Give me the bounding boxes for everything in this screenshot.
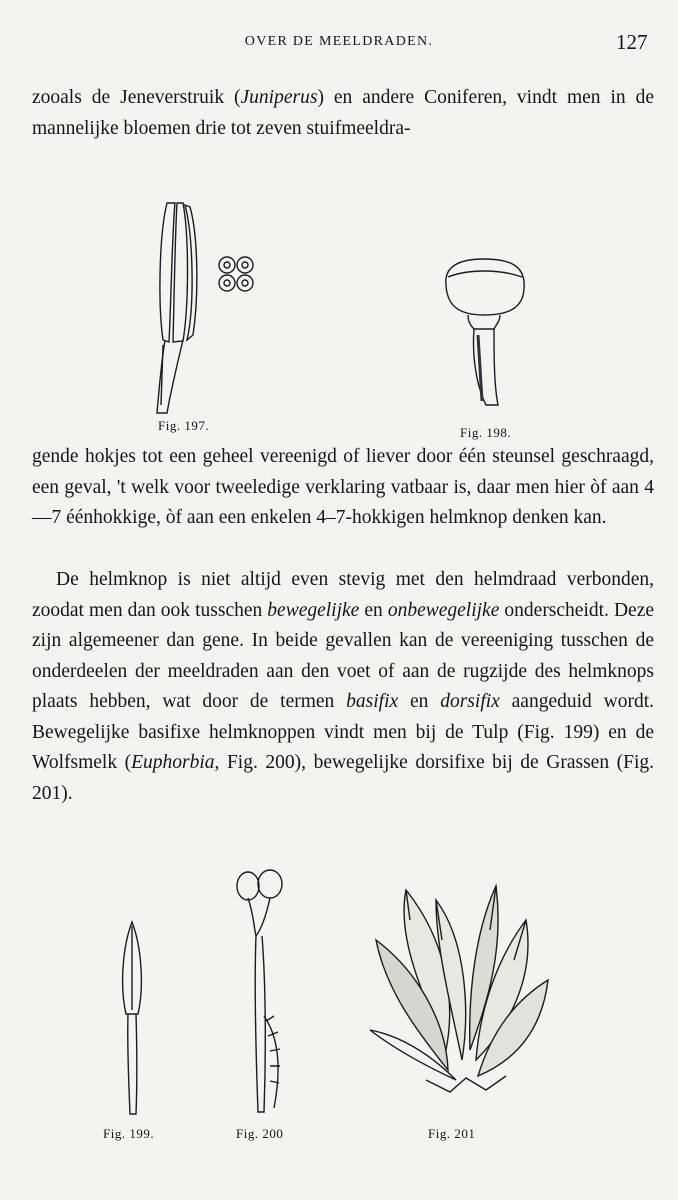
- paragraph-3-segment: dorsifix: [440, 691, 500, 712]
- paragraph-2: [32, 442, 654, 534]
- figure-200-illustration: [226, 866, 296, 1118]
- figure-199-caption: Fig. 199.: [103, 1126, 155, 1141]
- figure-199-illustration: [112, 918, 156, 1118]
- paragraph-3-segment: Euphorbia: [131, 752, 215, 773]
- paragraph-1: [32, 83, 654, 144]
- paragraph-3: [32, 565, 654, 809]
- figure-197-illustration: [145, 195, 275, 417]
- paragraph-3-segment: en: [359, 599, 388, 621]
- paragraph-3-segment: en: [398, 691, 441, 712]
- figure-198-caption: Fig. 198.: [460, 425, 512, 440]
- running-title: OVER DE MEELDRADEN.: [244, 34, 434, 49]
- figure-201-illustration: [366, 880, 556, 1100]
- paragraph-3-segment: onderscheidt. Deze zijn algemeener dan gene. In beide gevallen kan de vereeniging tusschen de onderdeelen der meeldraden aan den voet of aan de rugzijde des helmknops plaats hebben, wat door de termen: [32, 599, 654, 712]
- paragraph-1-segment: ) en andere Coniferen, vindt men in de mannelijke bloemen drie tot zeven stuifmeeldra-: [32, 87, 655, 139]
- paragraph-3-segment: basifix: [346, 691, 399, 712]
- paragraph-2-text: [32, 442, 654, 534]
- paragraph-3-text: [32, 565, 654, 809]
- page-number: 127: [616, 30, 648, 54]
- paragraph-1-text: [32, 83, 654, 144]
- paragraph-3-segment: De helmknop is niet altijd even stevig met den helmdraad verbonden, zoodat men dan ook tusschen: [32, 569, 654, 621]
- figure-197-caption: Fig. 197.: [158, 418, 210, 433]
- paragraph-1-segment: Juniperus: [240, 87, 318, 108]
- figure-200-caption: Fig. 200: [236, 1126, 284, 1141]
- paragraph-3-segment: , Fig. 200), bewegelijke dorsifixe bij de Grassen (Fig. 201).: [32, 752, 654, 804]
- figure-198-illustration: [438, 255, 534, 413]
- paragraph-1-segment: zooals de Jeneverstruik (: [32, 87, 241, 108]
- paragraph-2-segment: gende hokjes tot een geheel vereenigd of liever door één steunsel geschraagd, een geval, 't welk voor tweeledige verklaring vatbaar is, daar men hier òf aan 4—7 éénhokkige, òf aan een enkelen 4–7-hokkigen helmknop denken kan.: [32, 446, 654, 528]
- paragraph-3-segment: aangeduid wordt. Bewegelijke basifixe helmknoppen vindt men bij de Tulp (Fig. 199) en de Wolfsmelk (: [32, 691, 654, 773]
- paragraph-3-segment: onbewegelijke: [387, 599, 500, 621]
- paragraph-3-segment: bewegelijke: [267, 599, 360, 621]
- figure-201-caption: Fig. 201: [428, 1126, 476, 1141]
